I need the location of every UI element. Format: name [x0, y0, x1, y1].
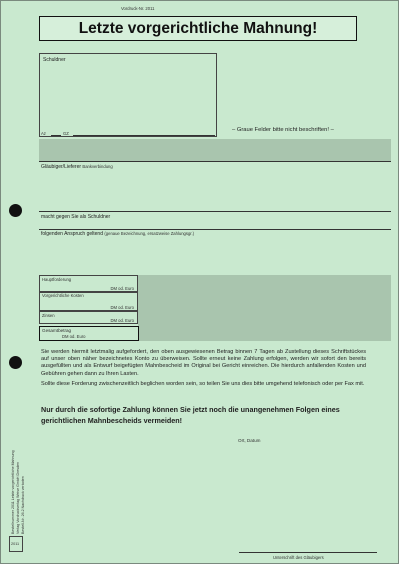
- grey-field-2: [138, 275, 391, 341]
- page-title: Letzte vorgerichtliche Mahnung!: [78, 19, 318, 37]
- amount-unit-interest: DM od. Euro: [110, 318, 134, 323]
- place-date-field[interactable]: [238, 438, 378, 452]
- debtor-postfix: GZ: [63, 131, 69, 136]
- creditor-label-text: Gläubiger/Lieferer: [41, 164, 82, 170]
- claim-label-text: folgenden Anspruch geltend: [41, 231, 103, 237]
- corner-code: 2011: [11, 542, 20, 546]
- debtor-label: Schuldner: [43, 57, 66, 63]
- signature-label: Unterschrift des Gläubigers: [273, 555, 324, 560]
- punch-hole-bottom: [9, 356, 22, 369]
- against-field[interactable]: [39, 211, 391, 229]
- amount-unit-costs: DM od. Euro: [110, 305, 134, 310]
- warning-text: Nur durch die sofortige Zahlung können Sie jetzt noch die unangenehmen Folgen eines gerichtlichen Mahnbescheids vermeiden!: [41, 405, 340, 425]
- amount-row-main[interactable]: [39, 275, 138, 292]
- claim-field[interactable]: [39, 229, 391, 275]
- form-code: Vordruck-Nr. 2011: [121, 6, 155, 11]
- debtor-box[interactable]: [39, 53, 217, 137]
- claim-sublabel: (genaue Bezeichnung, ersatzweise Zahlungsgr.): [104, 231, 195, 236]
- amount-unit-main: DM od. Euro: [110, 286, 134, 291]
- body-paragraph-2: Sollte diese Forderung zwischenzeitlich beglichen worden sein, so teilen Sie uns dies bitte umgehend telefonisch oder per Fax mit.: [41, 381, 365, 387]
- corner-code-box: [9, 536, 23, 552]
- grey-fields-note: – Graue Felder bitte nicht beschriften! –: [232, 127, 334, 133]
- amount-row-interest[interactable]: [39, 311, 138, 324]
- amount-label-main: Hauptforderung: [42, 277, 72, 282]
- side-imprint: [11, 396, 23, 536]
- title-box: [39, 16, 357, 41]
- creditor-field[interactable]: [39, 161, 391, 211]
- total-label: Gesamtbetrag: [42, 328, 72, 333]
- grey-field-1: [39, 139, 391, 161]
- signature-line: [239, 552, 377, 553]
- against-label: macht gegen Sie als Schuldner: [41, 214, 111, 220]
- creditor-sublabel: Bankverbindung: [82, 164, 113, 169]
- debtor-ref-line: [51, 135, 61, 136]
- amount-row-costs[interactable]: [39, 292, 138, 311]
- punch-hole-top: [9, 204, 22, 217]
- body-paragraph-1: Sie werden hiermit letztmalig aufgefordert, den oben ausgewiesenen Betrag binnen 7 Tagen ab Zustellung dieses Schriftstückes auf unser oben näher bezeichnetes Konto zu überweisen. Sollte erneut keine Zahlung erfolgen, werden wir sofort den bereits ausgefüllten und als Entwurf beigefügten Mahnbescheid im Original bei Gericht einreichen. Die hierdurch anfallenden Kosten und Gebühren gehen dann zu Ihren Lasten.: [41, 349, 366, 377]
- amount-label-interest: Zinsen: [42, 313, 55, 318]
- amount-label-costs: Vorgerichtliche Kosten: [42, 293, 84, 298]
- amount-row-total[interactable]: [39, 326, 139, 341]
- total-unit: DM od. Euro: [62, 334, 86, 339]
- side-text-1: Bestellnummer 2011 Letzte vorgerichtliche Mahnung: [11, 450, 15, 534]
- place-date-label: Ort, Datum: [238, 438, 261, 443]
- signature-field[interactable]: [239, 531, 377, 552]
- side-text-3: Bestell-Nr. 26.2 Nachdruck verboten: [21, 476, 25, 534]
- side-text-2: Verlag Vordruckverlag Weise GmbH Dresden: [16, 461, 20, 534]
- debtor-ref-line-2: [73, 135, 215, 136]
- debtor-ref-label: Az: [41, 131, 46, 136]
